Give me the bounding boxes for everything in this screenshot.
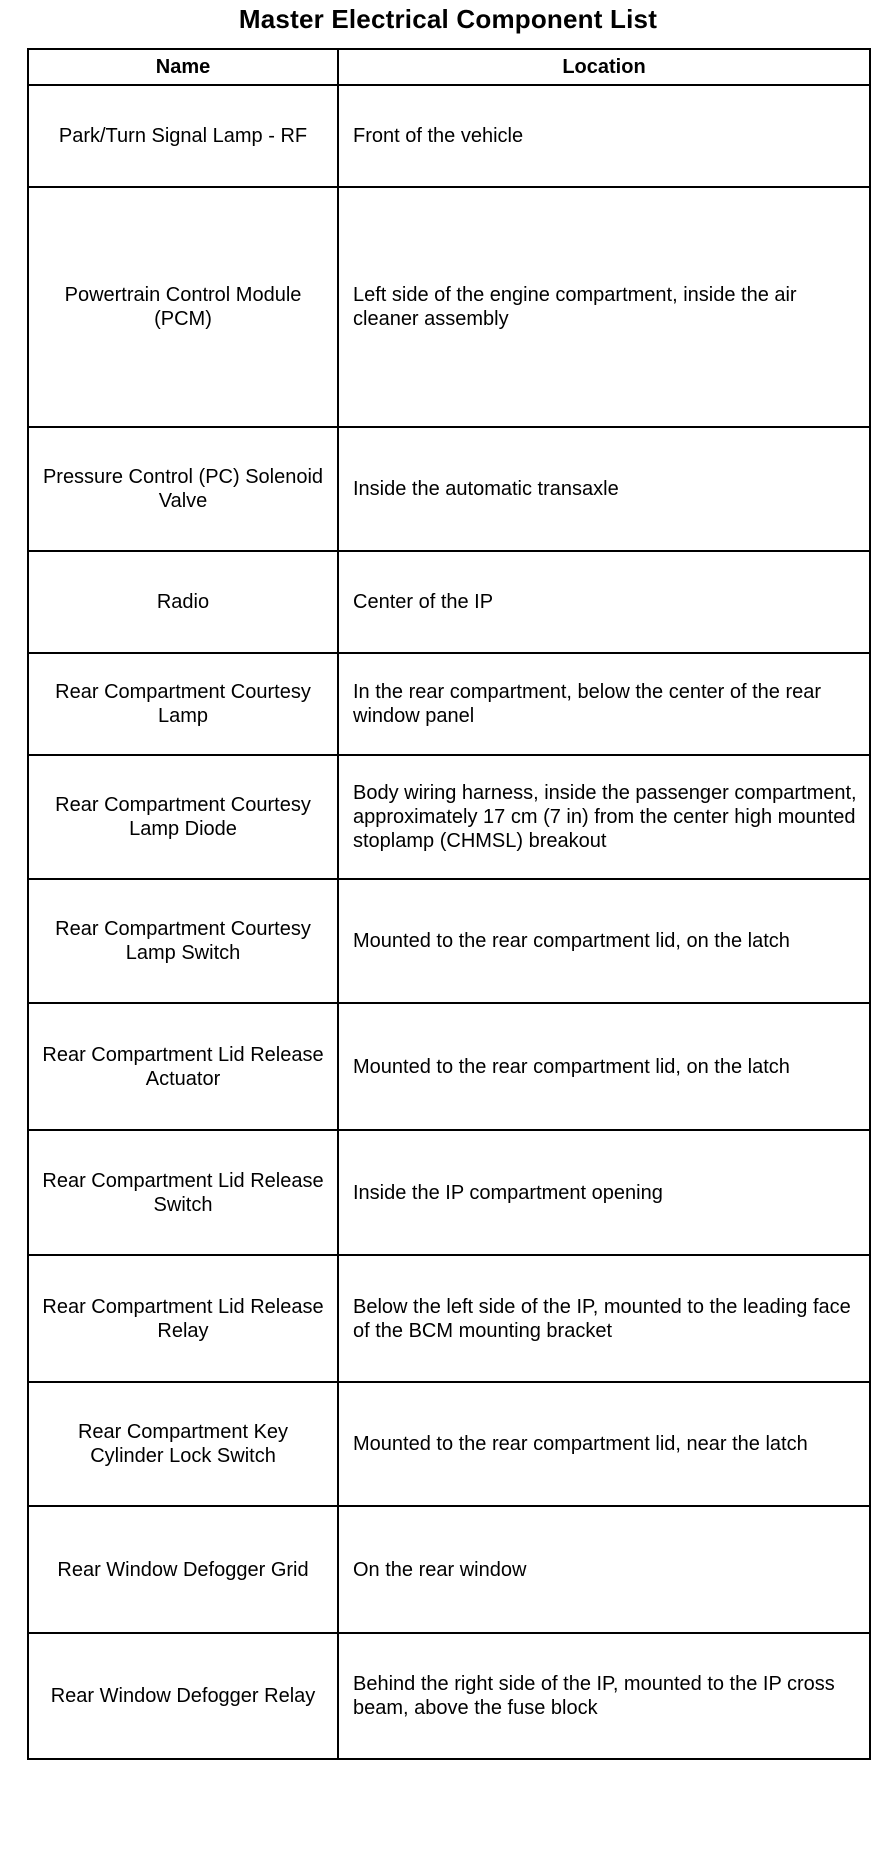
component-location: Front of the vehicle xyxy=(338,85,870,187)
table-row xyxy=(28,1633,870,1759)
component-location: Left side of the engine compartment, inside the air cleaner assembly xyxy=(338,187,870,427)
component-location: Center of the IP xyxy=(338,551,870,653)
component-location: In the rear compartment, below the center of the rear window panel xyxy=(338,653,870,755)
component-name: Rear Compartment Lid Release Actuator xyxy=(28,1003,338,1130)
table-row xyxy=(28,85,870,187)
table-row xyxy=(28,1130,870,1255)
component-name: Radio xyxy=(28,551,338,653)
component-name: Rear Compartment Courtesy Lamp xyxy=(28,653,338,755)
component-name: Park/Turn Signal Lamp - RF xyxy=(28,85,338,187)
component-name: Rear Compartment Courtesy Lamp Switch xyxy=(28,879,338,1003)
component-name: Rear Compartment Lid Release Relay xyxy=(28,1255,338,1382)
component-name: Rear Window Defogger Grid xyxy=(28,1506,338,1633)
page-title: Master Electrical Component List xyxy=(238,4,658,34)
component-location: Mounted to the rear compartment lid, on the latch xyxy=(338,879,870,1003)
table-row xyxy=(28,1506,870,1633)
component-table-wrapper xyxy=(27,48,869,1856)
table-header-row xyxy=(28,49,870,85)
table-row xyxy=(28,1382,870,1506)
component-name: Pressure Control (PC) Solenoid Valve xyxy=(28,427,338,551)
column-header-name: Name xyxy=(28,49,338,85)
component-location: Behind the right side of the IP, mounted to the IP cross beam, above the fuse block xyxy=(338,1633,870,1759)
component-location: Body wiring harness, inside the passenger compartment, approximately 17 cm (7 in) from the center high mounted stoplamp (CHMSL) breakout xyxy=(338,755,870,879)
component-location: Inside the IP compartment opening xyxy=(338,1130,870,1255)
table-row xyxy=(28,653,870,755)
component-name: Rear Compartment Lid Release Switch xyxy=(28,1130,338,1255)
table-row xyxy=(28,1003,870,1130)
table-row xyxy=(28,551,870,653)
column-header-location: Location xyxy=(338,49,870,85)
component-location: Inside the automatic transaxle xyxy=(338,427,870,551)
component-location: Mounted to the rear compartment lid, on the latch xyxy=(338,1003,870,1130)
component-name: Powertrain Control Module (PCM) xyxy=(28,187,338,427)
component-location: On the rear window xyxy=(338,1506,870,1633)
component-location: Below the left side of the IP, mounted to the leading face of the BCM mounting bracket xyxy=(338,1255,870,1382)
component-name: Rear Compartment Key Cylinder Lock Switch xyxy=(28,1382,338,1506)
table-row xyxy=(28,755,870,879)
component-location: Mounted to the rear compartment lid, near the latch xyxy=(338,1382,870,1506)
component-table xyxy=(27,48,871,1760)
table-row xyxy=(28,427,870,551)
component-name: Rear Window Defogger Relay xyxy=(28,1633,338,1759)
table-row xyxy=(28,879,870,1003)
table-row xyxy=(28,1255,870,1382)
table-row xyxy=(28,187,870,427)
component-name: Rear Compartment Courtesy Lamp Diode xyxy=(28,755,338,879)
